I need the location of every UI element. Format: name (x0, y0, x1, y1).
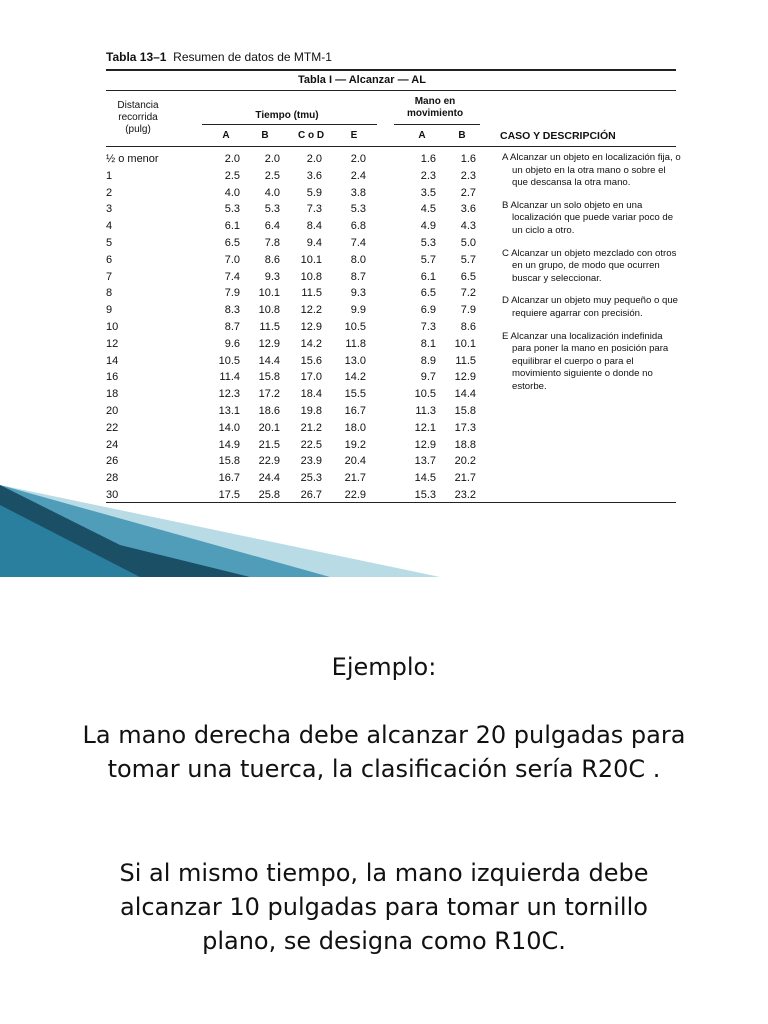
distance-cell: 26 (106, 455, 119, 468)
distance-cell: 28 (106, 472, 119, 485)
value-cell: 14.2 (344, 371, 366, 384)
case-b: B Alcanzar un solo objeto en una localización que puede variar poco de un ciclo a otro. (502, 199, 674, 236)
value-cell: 2.3 (420, 169, 436, 182)
value-cell: 15.6 (300, 354, 322, 367)
value-cell: 4.3 (460, 220, 476, 233)
case-descriptions (502, 152, 682, 404)
value-cell: 13.7 (414, 455, 436, 468)
table-row (106, 370, 486, 387)
value-cell: 2.0 (224, 153, 240, 165)
value-cell: 11.4 (219, 371, 240, 384)
value-cell: 23.2 (454, 488, 476, 501)
value-cell: 9.4 (306, 236, 322, 249)
header-col-a: A (222, 130, 230, 141)
value-cell: 8.7 (350, 270, 366, 283)
value-cell: 16.7 (218, 472, 240, 485)
value-cell: 5.7 (460, 253, 476, 266)
value-cell: 20.4 (344, 455, 366, 468)
value-cell: 2.7 (460, 186, 476, 199)
value-cell: 10.1 (300, 253, 322, 266)
value-cell: 17.3 (454, 421, 476, 434)
value-cell: 10.5 (414, 388, 436, 401)
header-moving-b: B (458, 130, 466, 141)
header-col-b: B (261, 130, 269, 141)
header-moving-a: A (418, 130, 426, 141)
value-cell: 12.9 (414, 438, 436, 451)
value-cell: 8.9 (420, 354, 436, 367)
value-cell: 1.6 (460, 153, 476, 165)
distance-cell: 20 (106, 404, 119, 417)
table-row (106, 320, 486, 337)
value-cell: 7.4 (224, 270, 240, 283)
table-row (106, 219, 486, 236)
table-body (106, 152, 486, 505)
value-cell: 6.5 (460, 270, 476, 283)
value-cell: 3.6 (460, 203, 476, 216)
value-cell: 12.1 (414, 421, 436, 434)
table-caption: Resumen de datos de MTM-1 (173, 50, 332, 64)
value-cell: 4.9 (420, 220, 436, 233)
table-row (106, 354, 486, 371)
table-scan (90, 40, 680, 510)
value-cell: 21.2 (300, 421, 322, 434)
value-cell: 5.3 (224, 203, 240, 216)
value-cell: 18.4 (300, 388, 322, 401)
value-cell: 18.8 (454, 438, 476, 451)
value-cell: 5.9 (306, 186, 322, 199)
table-row (106, 303, 486, 320)
value-cell: 22.9 (258, 455, 280, 468)
header-col-e: E (350, 130, 358, 141)
value-cell: 21.5 (258, 438, 280, 451)
value-cell: 5.3 (264, 203, 280, 216)
value-cell: 16.7 (344, 404, 366, 417)
table-row (106, 404, 486, 421)
value-cell: 19.8 (300, 404, 322, 417)
table-row (106, 253, 486, 270)
table-row (106, 421, 486, 438)
header-col-cod: C o D (297, 130, 325, 141)
table-number: Tabla 13–1 (106, 50, 167, 64)
value-cell: 5.0 (460, 236, 476, 249)
case-d: D Alcanzar un objeto muy pequeño o que requiere agarrar con precisión. (502, 295, 679, 319)
value-cell: 10.5 (344, 320, 366, 333)
value-cell: 24.4 (258, 472, 280, 485)
distance-cell: 12 (106, 337, 119, 350)
value-cell: 14.0 (218, 421, 240, 434)
value-cell: 7.3 (306, 203, 322, 216)
value-cell: 10.1 (454, 337, 476, 350)
value-cell: 12.3 (218, 388, 240, 401)
value-cell: 9.7 (420, 371, 436, 384)
value-cell: 10.1 (258, 287, 280, 300)
value-cell: 2.5 (224, 169, 240, 182)
distance-cell: 1 (106, 169, 113, 182)
distance-cell: 10 (106, 320, 119, 333)
table-row (106, 438, 486, 455)
decorative-wedge (0, 485, 440, 577)
header-case: CASO Y DESCRIPCIÓN (500, 130, 616, 142)
header-rule (106, 146, 676, 147)
table-row (106, 286, 486, 303)
distance-cell: 7 (106, 270, 113, 283)
value-cell: 9.9 (350, 304, 366, 317)
value-cell: 3.5 (420, 186, 436, 199)
value-cell: 15.5 (344, 388, 366, 401)
value-cell: 22.9 (344, 488, 366, 501)
distance-cell: 16 (106, 371, 119, 384)
value-cell: 17.5 (218, 488, 240, 501)
value-cell: 15.8 (454, 404, 476, 417)
value-cell: 17.2 (258, 388, 280, 401)
time-rule (202, 124, 377, 125)
table-title (106, 50, 332, 64)
table-row (106, 152, 486, 169)
value-cell: 5.3 (350, 203, 366, 216)
table-row (106, 337, 486, 354)
value-cell: 8.6 (460, 320, 476, 333)
table-row (106, 387, 486, 404)
table-row (106, 270, 486, 287)
header-moving: Mano en movimiento (406, 96, 464, 119)
top-rule (106, 69, 676, 71)
value-cell: 6.1 (224, 220, 240, 233)
value-cell: 2.3 (460, 169, 476, 182)
value-cell: 8.7 (224, 320, 240, 333)
table-row (106, 454, 486, 471)
value-cell: 11.5 (259, 320, 280, 333)
value-cell: 15.8 (258, 371, 280, 384)
example-paragraph-2: Si al mismo tiempo, la mano izquierda debe alcanzar 10 pulgadas para tomar un tornillo plano, se designa como R10C. (119, 859, 649, 955)
value-cell: 14.9 (218, 438, 240, 451)
value-cell: 5.3 (420, 236, 436, 249)
case-c: C Alcanzar un objeto mezclado con otros en un grupo, de modo que ocurren buscar y seleccionar. (502, 247, 677, 284)
subtitle-rule (106, 90, 676, 91)
value-cell: 18.0 (344, 421, 366, 434)
value-cell: 11.8 (345, 337, 366, 350)
distance-cell: 9 (106, 304, 113, 317)
value-cell: 8.4 (306, 220, 322, 233)
value-cell: 19.2 (344, 438, 366, 451)
example-paragraph-1: La mano derecha debe alcanzar 20 pulgadas para tomar una tuerca, la clasificación sería R20C . (82, 721, 686, 783)
value-cell: 11.3 (415, 404, 436, 417)
value-cell: 8.0 (350, 253, 366, 266)
header-distance: Distancia recorrida (pulg) (117, 100, 159, 135)
case-e: E Alcanzar una localización indefinida para poner la mano en posición para equilibrar el cuerpo o para el movimiento siguiente o donde no estorbe. (502, 330, 669, 392)
table-row (106, 202, 486, 219)
value-cell: 11.5 (301, 287, 322, 300)
value-cell: 20.1 (258, 421, 280, 434)
value-cell: 9.6 (224, 337, 240, 350)
value-cell: 6.5 (224, 236, 240, 249)
header-time: Tiempo (tmu) (255, 110, 319, 121)
value-cell: 8.3 (224, 304, 240, 317)
value-cell: 9.3 (264, 270, 280, 283)
value-cell: 2.0 (306, 153, 322, 165)
distance-cell: 6 (106, 253, 113, 266)
value-cell: 12.9 (454, 371, 476, 384)
value-cell: 7.9 (224, 287, 240, 300)
value-cell: 23.9 (300, 455, 322, 468)
value-cell: 3.6 (306, 169, 322, 182)
value-cell: 2.0 (264, 153, 280, 165)
distance-cell: 4 (106, 220, 113, 233)
distance-cell: 2 (106, 186, 113, 199)
value-cell: 6.8 (350, 220, 366, 233)
value-cell: 26.7 (300, 488, 322, 501)
value-cell: 21.7 (454, 472, 476, 485)
value-cell: 7.9 (460, 304, 476, 317)
table-row (106, 169, 486, 186)
value-cell: 8.1 (420, 337, 436, 350)
table-row (106, 236, 486, 253)
value-cell: 10.5 (218, 354, 240, 367)
value-cell: 7.8 (264, 236, 280, 249)
value-cell: 4.5 (420, 203, 436, 216)
value-cell: 10.8 (300, 270, 322, 283)
value-cell: 14.4 (454, 388, 476, 401)
distance-cell: 14 (106, 354, 119, 367)
value-cell: 6.4 (264, 220, 280, 233)
value-cell: 12.2 (300, 304, 322, 317)
example-heading: Ejemplo: (331, 653, 437, 681)
value-cell: 7.2 (460, 287, 476, 300)
case-a: A Alcanzar un objeto en localización fija, o un objeto en la otra mano o sobre el que descansa la otra mano. (502, 152, 681, 189)
value-cell: 15.3 (414, 488, 436, 501)
value-cell: 4.0 (224, 186, 240, 199)
value-cell: 9.3 (350, 287, 366, 300)
value-cell: 12.9 (300, 320, 322, 333)
value-cell: 5.7 (420, 253, 436, 266)
value-cell: 1.6 (420, 153, 436, 165)
distance-cell: 5 (106, 236, 113, 249)
value-cell: 21.7 (344, 472, 366, 485)
value-cell: 7.3 (420, 320, 436, 333)
distance-cell: 22 (106, 421, 119, 434)
value-cell: 20.2 (454, 455, 476, 468)
value-cell: 15.8 (218, 455, 240, 468)
value-cell: 2.5 (264, 169, 280, 182)
distance-cell: ½ o menor (106, 153, 159, 165)
table-row (106, 186, 486, 203)
value-cell: 6.1 (420, 270, 436, 283)
value-cell: 7.4 (350, 236, 366, 249)
value-cell: 13.1 (218, 404, 240, 417)
distance-cell: 8 (106, 287, 113, 300)
moving-rule (394, 124, 480, 125)
value-cell: 6.5 (420, 287, 436, 300)
value-cell: 13.0 (344, 354, 366, 367)
value-cell: 11.5 (455, 354, 476, 367)
value-cell: 25.3 (300, 472, 322, 485)
value-cell: 8.6 (264, 253, 280, 266)
value-cell: 25.8 (258, 488, 280, 501)
value-cell: 4.0 (264, 186, 280, 199)
value-cell: 14.2 (300, 337, 322, 350)
value-cell: 17.0 (300, 371, 322, 384)
distance-cell: 30 (106, 488, 119, 501)
value-cell: 7.0 (224, 253, 240, 266)
distance-cell: 3 (106, 203, 113, 216)
value-cell: 10.8 (258, 304, 280, 317)
distance-cell: 24 (106, 438, 119, 451)
distance-cell: 18 (106, 388, 119, 401)
value-cell: 22.5 (300, 438, 322, 451)
value-cell: 14.5 (414, 472, 436, 485)
value-cell: 6.9 (420, 304, 436, 317)
value-cell: 2.4 (350, 169, 366, 182)
table-subtitle: Tabla I — Alcanzar — AL (298, 74, 426, 86)
value-cell: 12.9 (258, 337, 280, 350)
value-cell: 2.0 (350, 153, 366, 165)
value-cell: 18.6 (258, 404, 280, 417)
value-cell: 3.8 (350, 186, 366, 199)
value-cell: 14.4 (258, 354, 280, 367)
